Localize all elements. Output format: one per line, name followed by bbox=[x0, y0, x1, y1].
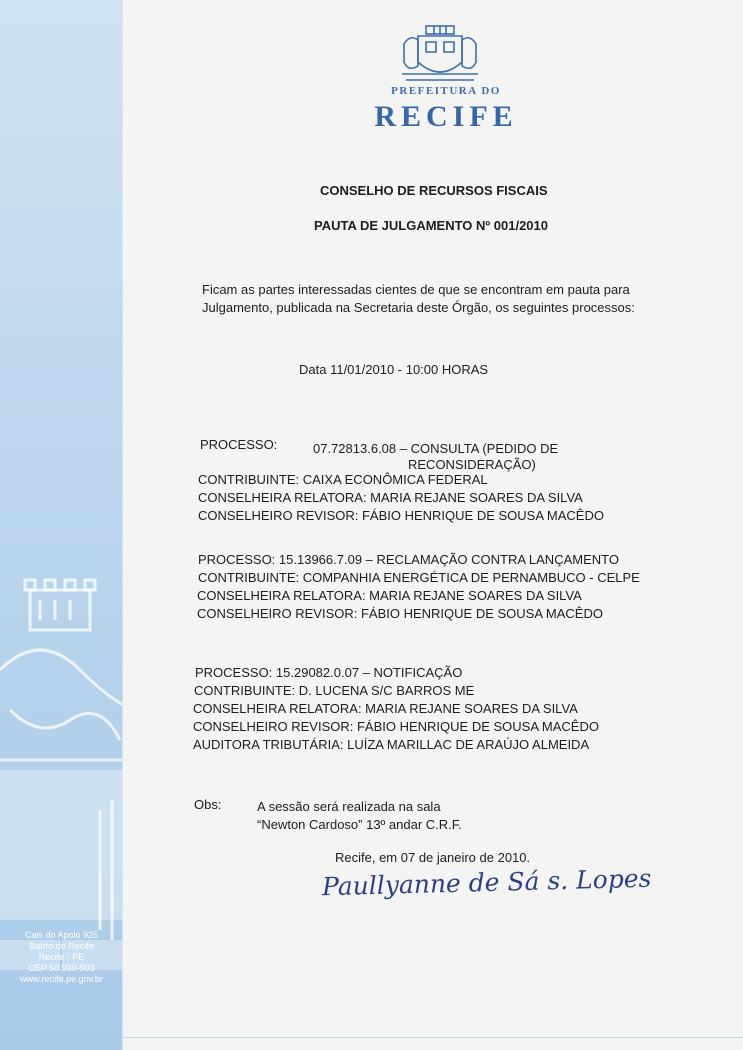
prefeitura-label: PREFEITURA DO bbox=[391, 85, 501, 97]
intro-line-2: Julgamento, publicada na Secretaria deste Órgão, os seguintes processos: bbox=[202, 300, 635, 315]
obs-label: Obs: bbox=[194, 797, 222, 812]
process-1-value: 07.72813.6.08 – CONSULTA (PEDIDO DE bbox=[313, 441, 559, 456]
process-3-revisor: CONSELHEIRO REVISOR: FÁBIO HENRIQUE DE SOUSA MACÊDO bbox=[193, 719, 599, 734]
recife-logo-text: RECIFE bbox=[374, 100, 518, 133]
handwritten-signature: Paullyanne de Sá s. Lopes bbox=[321, 863, 652, 902]
process-3-auditora: AUDITORA TRIBUTÁRIA: LUÍZA MARILLAC DE ARAÚJO ALMEIDA bbox=[193, 737, 590, 752]
intro-line-1: Ficam as partes interessadas cientes de que se encontram em pauta para bbox=[202, 282, 630, 297]
process-1-revisor: CONSELHEIRO REVISOR: FÁBIO HENRIQUE DE SOUSA MACÊDO bbox=[198, 508, 604, 523]
address-line: Cais do Apolo 925 bbox=[24, 930, 99, 940]
process-1-contribuinte: CONTRIBUINTE: CAIXA ECONÔMICA FEDERAL bbox=[198, 472, 488, 487]
process-2-processo: PROCESSO: 15.13966.7.09 – RECLAMAÇÃO CONTRA LANÇAMENTO bbox=[198, 552, 619, 567]
session-date: Data 11/01/2010 - 10:00 HORAS bbox=[299, 362, 489, 377]
place-date: Recife, em 07 de janeiro de 2010. bbox=[335, 850, 531, 865]
process-1-value-cont: RECONSIDERAÇÃO) bbox=[408, 457, 536, 472]
fold-line bbox=[0, 0, 123, 1050]
address-line: Bairro do Recife bbox=[29, 941, 94, 951]
process-1-relatora: CONSELHEIRA RELATORA: MARIA REJANE SOARES DA SILVA bbox=[198, 490, 583, 505]
process-3-contribuinte: CONTRIBUINTE: D. LUCENA S/C BARROS ME bbox=[194, 683, 475, 698]
agenda-title: PAUTA DE JULGAMENTO Nº 001/2010 bbox=[314, 218, 548, 233]
process-2-revisor: CONSELHEIRO REVISOR: FÁBIO HENRIQUE DE SOUSA MACÊDO bbox=[197, 606, 603, 621]
left-decorative-band bbox=[0, 0, 123, 1050]
address-block bbox=[0, 930, 123, 985]
address-line: CEP 50.030-903 bbox=[28, 963, 95, 973]
process-3-processo: PROCESSO: 15.29082.0.07 – NOTIFICAÇÃO bbox=[195, 665, 463, 680]
council-title: CONSELHO DE RECURSOS FISCAIS bbox=[320, 183, 548, 198]
process-1-label: PROCESSO: bbox=[200, 437, 278, 452]
address-line: Recife - PE bbox=[38, 952, 85, 962]
coat-of-arms-icon bbox=[396, 24, 484, 86]
process-3-relatora: CONSELHEIRA RELATORA: MARIA REJANE SOARES DA SILVA bbox=[193, 701, 578, 716]
page-bottom-edge bbox=[123, 1037, 743, 1038]
obs-line-2: “Newton Cardoso” 13º andar C.R.F. bbox=[257, 817, 462, 832]
obs-line-1: A sessão será realizada na sala bbox=[257, 799, 441, 814]
address-website: www.recife.pe.gov.br bbox=[20, 974, 103, 984]
process-2-contribuinte: CONTRIBUINTE: COMPANHIA ENERGÉTICA DE PERNAMBUCO - CELPE bbox=[198, 570, 640, 585]
process-2-relatora: CONSELHEIRA RELATORA: MARIA REJANE SOARES DA SILVA bbox=[197, 588, 582, 603]
